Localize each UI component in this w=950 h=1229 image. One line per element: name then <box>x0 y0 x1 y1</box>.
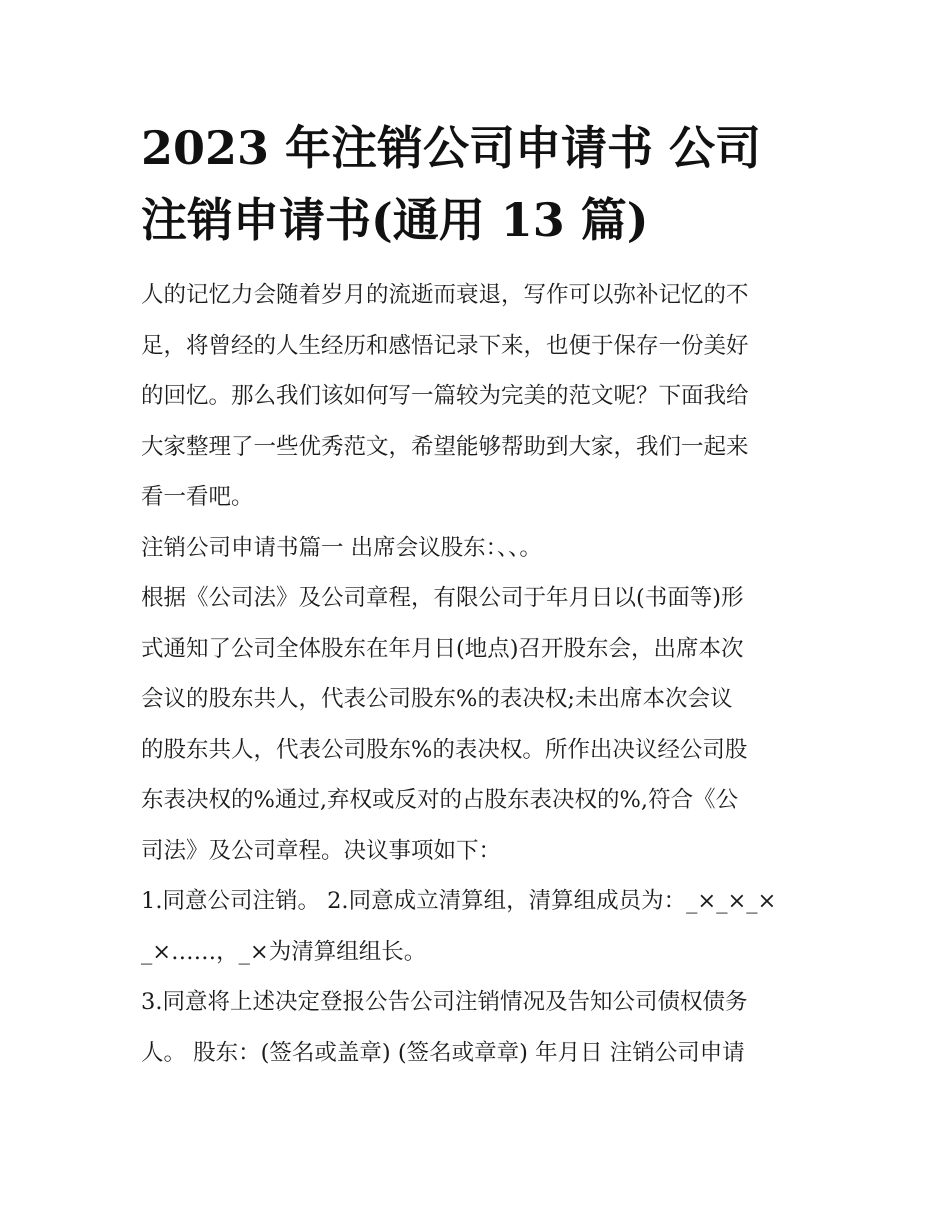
text-line: 人的记忆力会随着岁月的流逝而衰退，写作可以弥补记忆的不 <box>141 282 749 308</box>
text-line: 式通知了公司全体股东在年月日(地点)召开股东会，出席本次 <box>141 635 744 662</box>
title-line: 2023 年注销公司申请书 公司 <box>141 121 762 175</box>
text-line: 大家整理了一些优秀范文，希望能够帮助到大家，我们一起来 <box>141 433 749 460</box>
text-line: 司法》及公司章程。决议事项如下： <box>141 837 502 864</box>
document-page <box>141 112 811 1078</box>
text-line: 的股东共人，代表公司股东%的表决权。所作出决议经公司股 <box>141 736 748 763</box>
document-body <box>141 270 811 1078</box>
text-line: 会议的股东共人，代表公司股东%的表决权;未出席本次会议 <box>141 686 733 712</box>
paragraph-section-heading <box>141 523 811 574</box>
text-line: 看一看吧。 <box>141 484 254 510</box>
paragraph-resolution <box>141 573 811 876</box>
text-line: _×……，_×为清算组组长。 <box>141 938 427 965</box>
paragraph-intro <box>141 270 811 523</box>
text-line: 注销公司申请书篇一 出席会议股东：、、。 <box>141 534 542 561</box>
paragraph-items-1-2 <box>141 876 811 977</box>
document-title <box>141 112 811 256</box>
text-line: 的回忆。那么我们该如何写一篇较为完美的范文呢？下面我给 <box>141 383 749 409</box>
text-line: 足，将曾经的人生经历和感悟记录下来，也便于保存一份美好 <box>141 332 749 359</box>
title-line: 注销申请书(通用 13 篇) <box>141 193 649 247</box>
text-line: 人。 股东：(签名或盖章) (签名或章章) 年月日 注销公司申请 <box>141 1039 745 1066</box>
paragraph-item-3 <box>141 977 811 1078</box>
text-line: 东表决权的%通过,弃权或反对的占股东表决权的%,符合《公 <box>141 787 739 813</box>
text-line: 1.同意公司注销。 2.同意成立清算组，清算组成员为：_×_×_× <box>141 888 777 914</box>
text-line: 根据《公司法》及公司章程，有限公司于年月日以(书面等)形 <box>141 585 744 611</box>
text-line: 3.同意将上述决定登报公告公司注销情况及告知公司债权债务 <box>141 989 748 1015</box>
